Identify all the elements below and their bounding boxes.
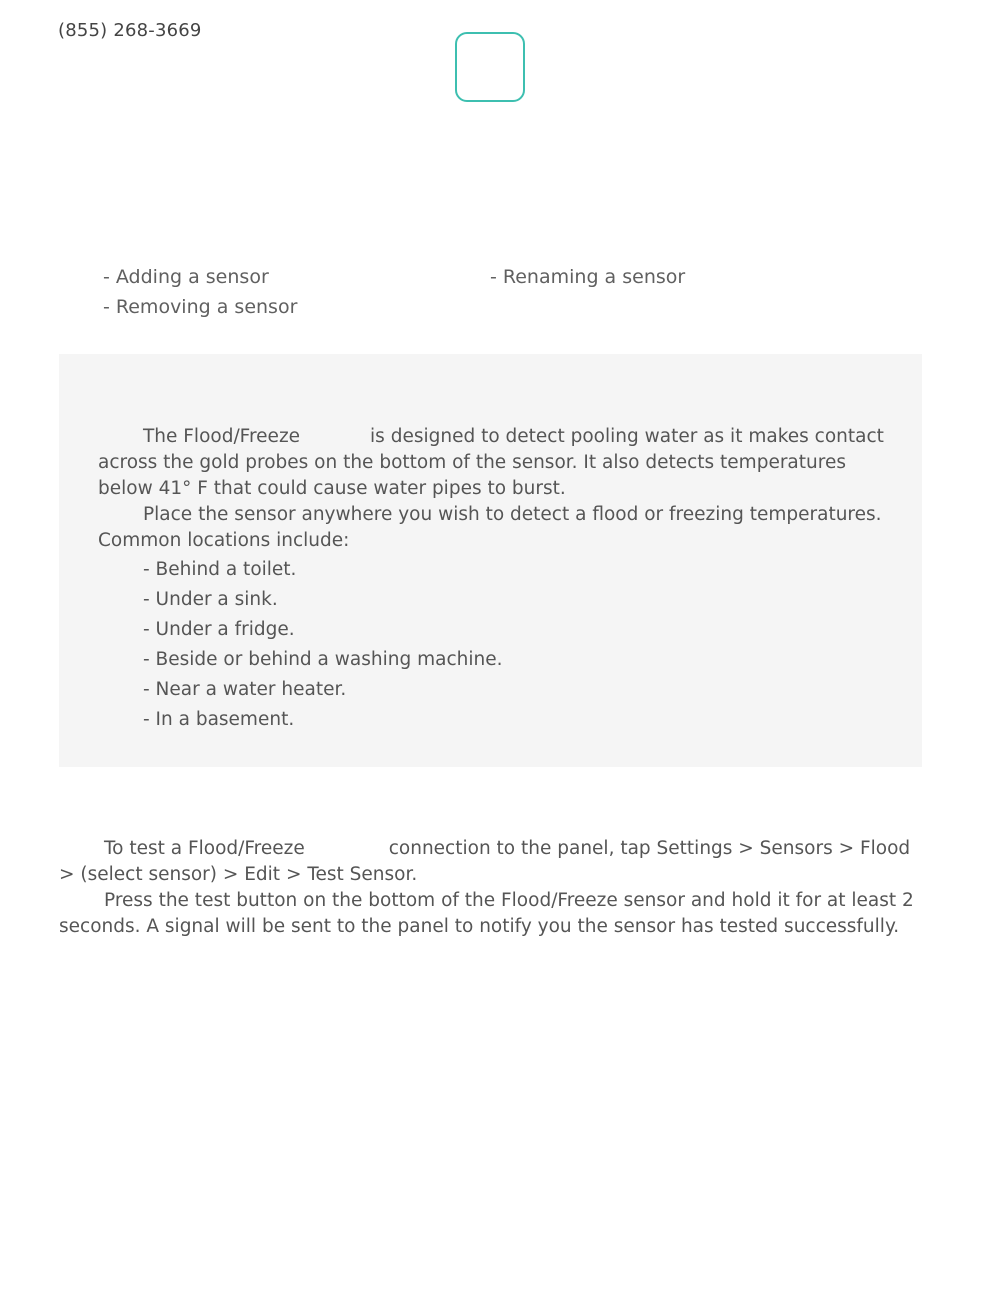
testing-p2: Press the test button on the bottom of the Flood/Freeze sensor and hold it for at least 2 seconds. A signal will be sent to the panel to notify you the sensor has tested successfully. (59, 890, 914, 937)
testing-text (59, 836, 919, 940)
overview-p2: Place the sensor anywhere you wish to detect a flood or freezing temperatures. Common locations include: (98, 504, 882, 551)
overview-panel (59, 354, 922, 767)
overview-text (98, 424, 888, 554)
testing-p1-rest: connection to the panel, tap Settings > Sensors > Flood > (select sensor) > Edit > Test Sensor. (59, 838, 911, 885)
overview-p1-start: The Flood/Freeze (143, 426, 301, 447)
testing-p1-start: To test a Flood/Freeze (104, 838, 305, 859)
list-item: - Behind a toilet. (143, 559, 297, 580)
list-item: - Near a water heater. (143, 679, 347, 700)
topic-renaming-sensor: - Renaming a sensor (490, 266, 686, 288)
list-item: - Under a fridge. (143, 619, 295, 640)
overview-p1-rest: is designed to detect pooling water as it makes contact across the gold probes on the bottom of the sensor. It also detects temperatures below 41° F that could cause water pipes to burst. (98, 426, 884, 499)
phone-number: (855) 268-3669 (58, 20, 202, 41)
locations-list (143, 557, 502, 737)
logo-icon (455, 32, 525, 102)
list-item: - Under a sink. (143, 589, 278, 610)
topic-removing-sensor: - Removing a sensor (103, 296, 298, 318)
topic-adding-sensor: - Adding a sensor (103, 266, 269, 288)
list-item: - In a basement. (143, 709, 295, 730)
list-item: - Beside or behind a washing machine. (143, 649, 503, 670)
